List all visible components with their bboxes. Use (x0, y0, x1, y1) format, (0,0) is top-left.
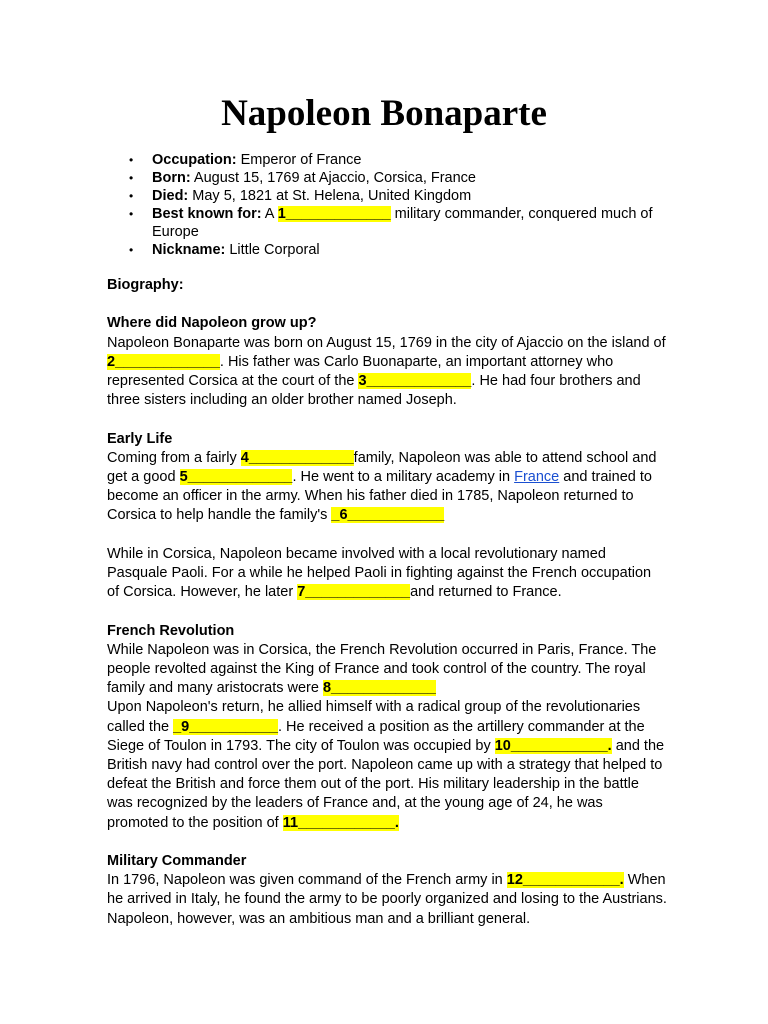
fact-text: military commander, conquered much of Europe (152, 206, 653, 240)
text-run: and returned to France. (410, 584, 562, 601)
text-run: While Napoleon was in Corsica, the French Revolution occurred in Paris, France. The people revolted against the King of France and took control of the country. The royal family and many aristocrats were (107, 641, 657, 697)
text-run: and trained to become an officer in the army. When his father died in 1785, Napoleon returned to Corsica to help handle the family's (107, 469, 652, 524)
fact-label: Died: (152, 188, 189, 204)
blank-5: 5_____________ (179, 469, 293, 485)
fact-value: May 5, 1821 at St. Helena, United Kingdom (188, 188, 472, 204)
facts-list (107, 151, 667, 259)
fact-nickname (107, 241, 667, 259)
fact-label: Born: (152, 170, 191, 186)
text-run: family, Napoleon was able to attend school and get a good (107, 449, 657, 485)
text-run: In 1796, Napoleon was given command of the French army in (107, 872, 507, 889)
section-heading-grow-up: Where did Napoleon grow up? (107, 315, 317, 332)
fact-value: Little Corporal (225, 242, 320, 258)
blank-3: 3_____________ (358, 373, 472, 389)
page-title: Napoleon Bonaparte (221, 93, 547, 134)
blank-4: 4_____________ (240, 449, 354, 466)
fact-value: Emperor of France (236, 152, 362, 168)
blank-6: _6____________ (331, 507, 445, 524)
blank-2: 2_____________ (107, 353, 220, 370)
paragraph-military-commander (107, 871, 667, 929)
blank-10: 10____________. (494, 737, 612, 754)
text-run: While in Corsica, Napoleon became involved with a local revolutionary named Pasquale Paoli. For a while he helped Paoli in fighting against the French occupation of Corsica. However, he later (107, 545, 652, 601)
paragraph-french-revolution (107, 641, 667, 833)
blank-9: _9___________ (173, 718, 278, 735)
section-heading-french-revolution: French Revolution (107, 622, 235, 639)
blank-12: 12____________. (506, 872, 624, 889)
biography-content (107, 276, 667, 948)
blank-8: 8_____________ (322, 680, 436, 697)
fact-occupation (107, 151, 667, 169)
fact-died (107, 187, 667, 205)
text-run: Upon Napoleon's return, he allied himself with a radical group of the revolutionaries called the (107, 699, 641, 735)
text-run: . He had four brothers and three sisters including an older brother named Joseph. (107, 373, 641, 409)
blank-11: 11____________. (282, 814, 399, 831)
blank-1: 1_____________ (277, 206, 391, 222)
fact-label: Nickname: (152, 242, 226, 258)
text-run: . He went to a military academy in (292, 469, 515, 485)
paragraph-grow-up (107, 334, 667, 411)
fact-text: A (261, 206, 278, 222)
text-run: . His father was Carlo Buonaparte, an important attorney who represented Corsica at the court of the (107, 353, 614, 389)
section-heading-military-commander: Military Commander (107, 853, 247, 870)
biography-heading: Biography: (107, 277, 184, 293)
section-heading-early-life: Early Life (107, 430, 173, 447)
france-link[interactable]: France (514, 469, 560, 485)
fact-born (107, 169, 667, 187)
fact-value: August 15, 1769 at Ajaccio, Corsica, France (190, 170, 476, 186)
fact-best-known (107, 205, 667, 241)
text-run: . He received a position as the artillery commander at the Siege of Toulon in 1793. The city of Toulon was occupied by (107, 718, 645, 754)
text-run: Napoleon Bonaparte was born on August 15, 1769 in the city of Ajaccio on the island of (107, 334, 666, 351)
text-run: Coming from a fairly (107, 449, 241, 466)
paragraph-early-life (107, 449, 667, 526)
paragraph-corsica (107, 545, 667, 603)
text-run: When he arrived in Italy, he found the army to be poorly organized and losing to the Austrians. Napoleon, however, was an ambitious man and a brilliant general. (107, 872, 667, 927)
fact-label: Best known for: (152, 206, 262, 222)
text-run: and the British navy had control over the port. Napoleon came up with a strategy that helped to defeat the British and force them out of the port. His military leadership in the battle was recognized by the leaders of France and, at the young age of 24, he was promoted to the position of (107, 737, 665, 831)
blank-7: 7_____________ (297, 584, 411, 601)
fact-label: Occupation: (152, 152, 237, 168)
